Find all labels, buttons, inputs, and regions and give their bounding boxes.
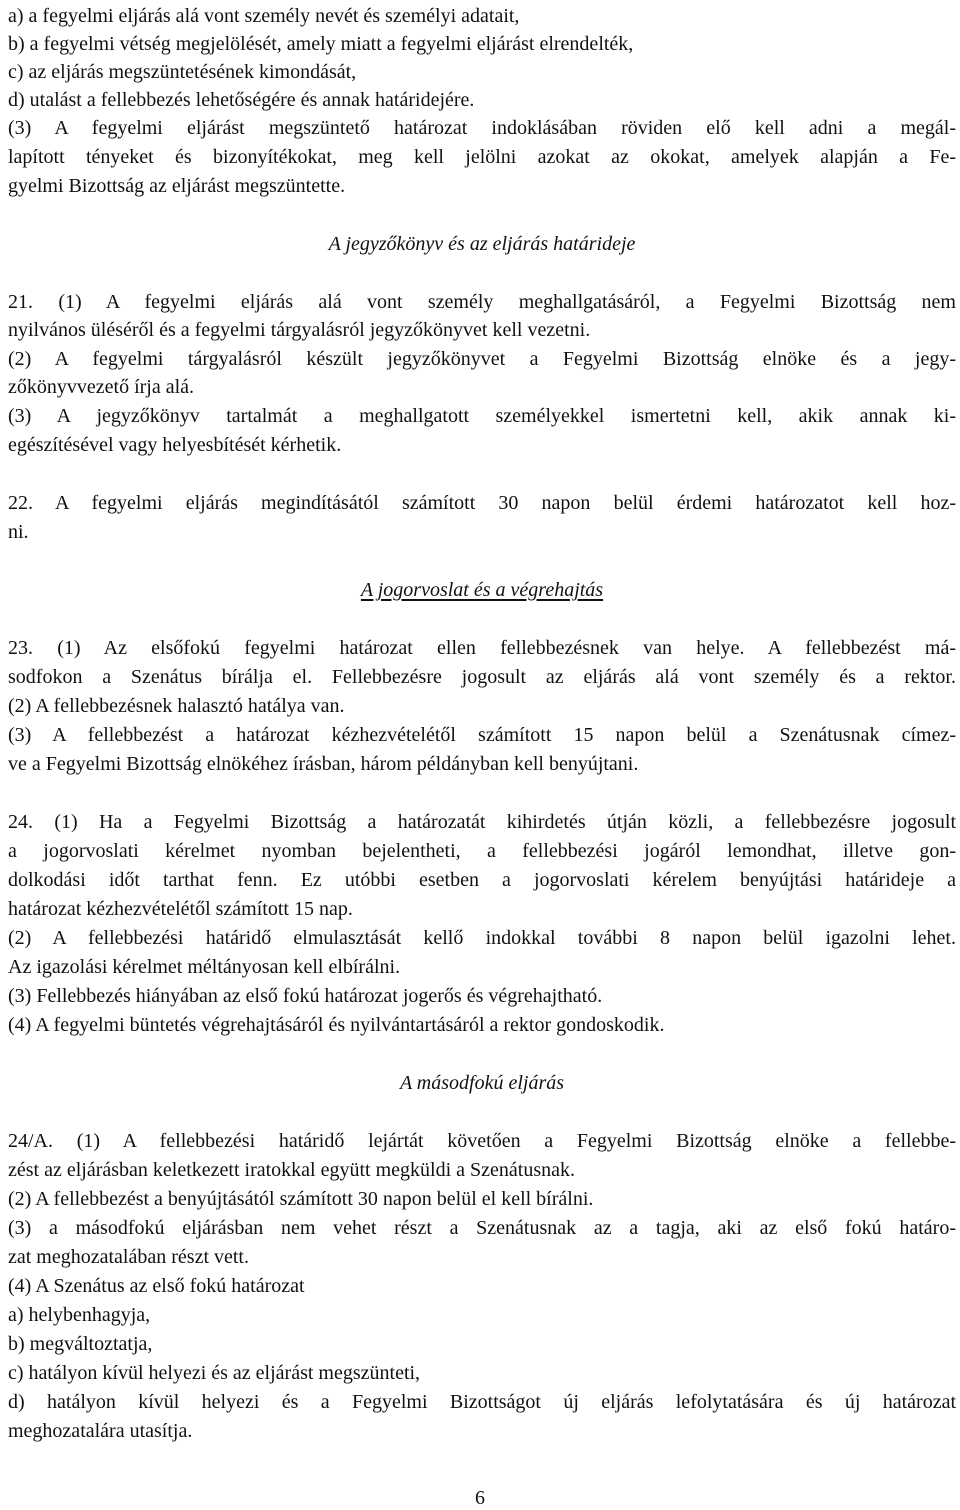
text-line: (2) A fellebbezési határidő elmulasztását kellő indokkal további 8 napon belül igazolni lehet. [8, 927, 956, 949]
text-line: (2) A fellebbezést a benyújtásától számított 30 napon belül el kell bírálni. [8, 1188, 594, 1210]
text-line: 21. (1) A fegyelmi eljárás alá vont személy meghallgatásáról, a Fegyelmi Bizottság nem [8, 291, 956, 313]
text-line: Az igazolási kérelmet méltányosan kell elbírálni. [8, 956, 401, 978]
page-number: 6 [475, 1487, 485, 1509]
text-line: c) az eljárás megszüntetésének kimondását, [8, 61, 357, 83]
text-line: d) utalást a fellebbezés lehetőségére és annak határidejére. [8, 89, 475, 111]
text-line: (3) A fegyelmi eljárást megszüntető határozat indoklásában röviden elő kell adni a megál- [8, 117, 956, 139]
text-line: határozat kézhezvételétől számított 15 nap. [8, 898, 353, 920]
text-line: a jogorvoslati kérelmet nyomban bejelentheti, a fellebbezési jogáról lemondhat, illetve gon- [8, 840, 956, 862]
text-line: zést az eljárásban keletkezett iratokkal együtt megküldi a Szenátusnak. [8, 1159, 575, 1181]
text-line: meghozatalára utasítja. [8, 1420, 193, 1442]
text-line: a) helybenhagyja, [8, 1304, 151, 1326]
text-line: (3) a másodfokú eljárásban nem vehet részt a Szenátusnak az a tagja, aki az első fokú határo- [8, 1217, 956, 1239]
text-line: 23. (1) Az elsőfokú fegyelmi határozat ellen fellebbezésnek van helye. A fellebbezést má- [8, 637, 956, 659]
text-line: gyelmi Bizottság az eljárást megszüntette. [8, 175, 346, 197]
text-line: (4) A Szenátus az első fokú határozat [8, 1275, 305, 1297]
text-line: (4) A fegyelmi büntetés végrehajtásáról és nyilvántartásáról a rektor gondoskodik. [8, 1014, 665, 1036]
text-line: 24. (1) Ha a Fegyelmi Bizottság a határozatát kihirdetés útján közli, a fellebbezésre jogosult [8, 811, 956, 833]
text-line: ni. [8, 521, 29, 543]
text-line: a) a fegyelmi eljárás alá vont személy nevét és személyi adatait, [8, 5, 520, 27]
text-line: nyilvános üléséről és a fegyelmi tárgyalásról jegyzőkönyvet kell vezetni. [8, 319, 591, 341]
text-line: (3) A fellebbezést a határozat kézhezvételétől számított 15 napon belül a Szenátusnak címez- [8, 724, 956, 746]
text-line: d) hatályon kívül helyezi és a Fegyelmi Bizottságot új eljárás lefolytatására és új határozat [8, 1391, 956, 1413]
text-line: b) a fegyelmi vétség megjelölését, amely miatt a fegyelmi eljárást elrendelték, [8, 33, 634, 55]
text-line: zat meghozatalában részt vett. [8, 1246, 249, 1268]
section-heading: A jogorvoslat és a végrehajtás [360, 579, 604, 601]
text-line: egészítésével vagy helyesbítését kérhetik. [8, 434, 342, 456]
text-line: 24/A. (1) A fellebbezési határidő lejártát követően a Fegyelmi Bizottság elnöke a fellebbe- [8, 1130, 956, 1152]
text-line: c) hatályon kívül helyezi és az eljárást megszünteti, [8, 1362, 421, 1384]
text-line: b) megváltoztatja, [8, 1333, 153, 1355]
text-line: zőkönyvvezető írja alá. [8, 376, 195, 398]
text-line: (3) Fellebbezés hiányában az első fokú határozat jogerős és végrehajtható. [8, 985, 603, 1007]
text-line: ve a Fegyelmi Bizottság elnökéhez írásban, három példányban kell benyújtani. [8, 753, 639, 775]
text-line: sodfokon a Szenátus bírálja el. Fellebbezésre jogosult az eljárás alá vont személy és a rektor. [8, 666, 956, 688]
section-heading: A másodfokú eljárás [399, 1072, 565, 1094]
text-line: lapított tényeket és bizonyítékokat, meg kell jelölni azokat az okokat, amelyek alapján a Fe- [8, 146, 956, 168]
section-heading: A jegyzőkönyv és az eljárás határideje [328, 233, 636, 255]
text-line: 22. A fegyelmi eljárás megindításától számított 30 napon belül érdemi határozatot kell hoz- [8, 492, 956, 514]
text-line: dolkodási időt tarthat fenn. Ez utóbbi esetben a jogorvoslati kérelem benyújtási határideje a [8, 869, 956, 891]
text-line: (3) A jegyzőkönyv tartalmát a meghallgatott személyekkel ismertetni kell, akik annak ki- [8, 405, 956, 427]
text-line: (2) A fegyelmi tárgyalásról készült jegyzőkönyvet a Fegyelmi Bizottság elnöke és a jegy- [8, 348, 956, 370]
text-line: (2) A fellebbezésnek halasztó hatálya van. [8, 695, 345, 717]
